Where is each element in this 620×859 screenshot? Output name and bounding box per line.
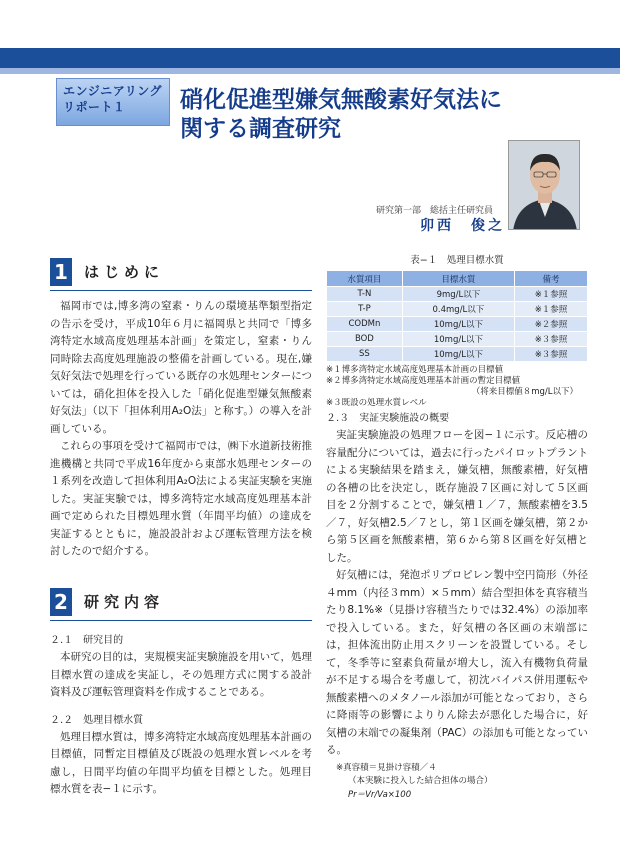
volume-formula: Pr＝Vr/Va×100 <box>348 789 412 800</box>
portrait-icon <box>509 141 580 230</box>
table-cell: 10mg/L以下 <box>402 332 514 347</box>
table-cell: ※３参照 <box>515 347 588 362</box>
table-note: ※３既設の処理水質レベル <box>326 398 427 408</box>
section-1-para1: 福岡市では,博多湾の窒素・りんの環境基準類型指定の告示を受け，平成10年６月に福岡県と共同で「博多湾特定水域高度処理基本計画」を策定し，窒素・りん同時除去高度処理施設の整備を計画している。現在,嫌気好気法で処理を行っている既存の水処理センターについては，硝化担体を投入した「硝化促進型嫌気無酸素好気法」（以下「担体利用A₂O法」と称す。）の導入を計画している。 <box>50 300 312 435</box>
subsection-2-3-para1: 実証実験施設の処理フローを図−１に示す。反応槽の容量配分については，過去に行ったパイロットプラントによる実験結果を踏まえ，嫌気槽，無酸素槽，好気槽の各槽の比を決定し，既存施設７区画に対して５区画目を２分割することで，嫌気槽１／７，無酸素槽を3.5／７，好気槽2.5／７とし，第１区画を嫌気槽，第２から第５区画を無酸素槽，第６から第８区画を好気槽とした。 <box>326 429 588 564</box>
section-2-rule <box>50 620 312 621</box>
section-2-3-body <box>326 410 588 802</box>
table-cell: 10mg/L以下 <box>402 347 514 362</box>
table-row <box>327 287 588 302</box>
section-2-heading <box>50 588 312 618</box>
section-2-number: 2 <box>50 588 72 616</box>
section-1-heading <box>50 258 312 288</box>
table-cell: T-P <box>327 302 403 317</box>
author-affiliation: 研究第一部 総括主任研究員 <box>376 206 494 216</box>
volume-note-1: ※真容積＝見掛け容積／４ <box>336 762 437 773</box>
subsection-2-2-text: 処理目標水質は，博多湾特定水域高度処理基本計画の目標値，同暫定目標値及び既設の処理水質レベルを考慮し，日間平均値の年間平均値を目標とした。処理目標水質を表−１に示す。 <box>50 730 312 795</box>
table-cell: 10mg/L以下 <box>402 317 514 332</box>
table-note: （将来目標値８mg/L以下） <box>471 387 578 397</box>
table-1-block <box>326 252 588 409</box>
section-1-label: はじめに <box>84 263 165 281</box>
subsection-2-1-text: 本研究の目的は，実規模実証実験施設を用いて，処理目標水質の達成を実証し，その処理方式に関する設計資料及び運転管理資料を作成することである。 <box>50 651 312 698</box>
section-1-number: 1 <box>50 258 72 286</box>
table-note: ※１博多湾特定水域高度処理基本計画の目標値 <box>326 365 504 375</box>
table-1-caption: 表−１ 処理目標水質 <box>410 255 504 266</box>
table-cell: SS <box>327 347 403 362</box>
table-cell: 0.4mg/L以下 <box>402 302 514 317</box>
table-header-target: 目標水質 <box>402 271 514 287</box>
subsection-2-1-title: ２.１ 研究目的 <box>50 635 124 646</box>
volume-note-2: （本実験に投入した結合担体の場合） <box>348 775 493 786</box>
report-badge <box>56 78 170 126</box>
section-1-rule <box>50 290 312 291</box>
table-cell: ※３参照 <box>515 332 588 347</box>
table-cell: ※１参照 <box>515 287 588 302</box>
table-header-item: 水質項目 <box>327 271 403 287</box>
badge-line2: リポート１ <box>63 100 126 114</box>
header-band <box>0 48 620 68</box>
badge-line1: エンジニアリング <box>63 84 162 98</box>
section-1-body <box>50 298 312 561</box>
table-cell: CODMn <box>327 317 403 332</box>
author-name: 卯西 俊之 <box>420 218 505 234</box>
title-line2: 関する調査研究 <box>180 116 341 142</box>
table-cell: ※２参照 <box>515 317 588 332</box>
table-cell: T-N <box>327 287 403 302</box>
table-row <box>327 302 588 317</box>
table-row <box>327 332 588 347</box>
title-line1: 硝化促進型嫌気無酸素好気法に <box>180 87 502 113</box>
table-cell: ※１参照 <box>515 302 588 317</box>
table-cell: BOD <box>327 332 403 347</box>
table-header-remarks: 備考 <box>515 271 588 287</box>
table-notes <box>326 365 588 409</box>
author-photo <box>508 140 580 230</box>
section-2-body <box>50 632 312 799</box>
target-quality-table <box>326 270 588 362</box>
subsection-2-3-title: ２.３ 実証実験施設の概要 <box>326 413 450 424</box>
header-band-light <box>0 68 620 74</box>
section-1-para2: これらの事項を受けて福岡市では，㈱下水道新技術推進機構と共同で平成16年度から東部水処理センターの１系列を改造して担体利用A₂O法による実証実験を実施した。実証実験では，博多湾特定水域高度処理基本計画で定められた目標処理水質（年間平均値）の達成を実証するとともに，施設設計および運転管理方法を検討したので紹介する。 <box>50 440 312 557</box>
table-cell: 9mg/L以下 <box>402 287 514 302</box>
table-note: ※２博多湾特定水域高度処理基本計画の暫定目標値 <box>326 376 521 386</box>
section-2-label: 研究内容 <box>84 593 165 611</box>
article-title <box>180 86 580 144</box>
table-row <box>327 347 588 362</box>
subsection-2-3-para2: 好気槽には，発泡ポリプロピレン製中空円筒形（外径４mm（内径３mm）×５mm）結合型担体を真容積当たり8.1%※（見掛け容積当たりでは32.4%）の添加率で投入している。また，好気槽の各区画の末端部には，担体流出防止用スクリーンを設置している。そして，冬季等に窒素負荷量が増大し，流入有機物負荷量が不足する場合を考慮して，初沈バイパス併用運転や無酸素槽へのメタノール添加が可能となっており，さらに降雨等の影響によりりん除去が悪化した場合に，好気槽の末端での凝集剤（PAC）の添加も可能となっている。 <box>326 569 588 756</box>
subsection-2-2-title: ２.２ 処理目標水質 <box>50 714 144 726</box>
table-row <box>327 317 588 332</box>
